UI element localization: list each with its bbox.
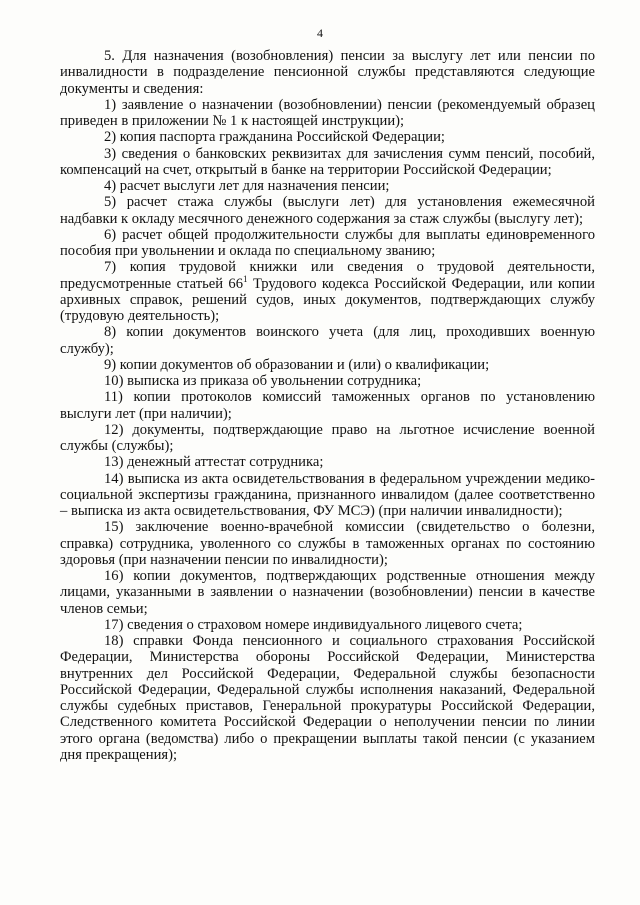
list-item-1: 1) заявление о назначении (возобновлении) пенсии (рекомендуемый образец приведен в приложении № 1 к настоящей инструкции);: [60, 96, 595, 129]
page-number: 4: [317, 26, 323, 40]
list-item-18: 18) справки Фонда пенсионного и социального страхования Российской Федерации, Министерства обороны Российской Федерации, Министерства внутренних дел Российской Федерации, Федеральной службы безопасности Российской Федерации, Федеральной службы исполнения наказаний, Федеральной службы судебных приставов, Генеральной прокуратуры Российской Федерации, Следственного комитета Российской Федерации о неполучении пенсии по линии этого органа (ведомства) либо о прекращении выплаты такой пенсии (с указанием дня прекращения);: [60, 633, 595, 763]
list-item-9: 9) копии документов об образовании и (или) о квалификации;: [104, 356, 490, 373]
list-item-17: 17) сведения о страховом номере индивидуального лицевого счета;: [104, 616, 523, 633]
article-superscript: 1: [243, 273, 248, 284]
list-item-11: 11) копии протоколов комиссий таможенных органов по установлению выслуги лет (при наличии);: [60, 389, 595, 422]
list-item-16: 16) копии документов, подтверждающих родственные отношения между лицами, указанными в заявлении о назначении (возобновлении) пенсии в качестве членов семьи;: [60, 568, 595, 617]
list-item-15: 15) заключение военно-врачебной комиссии (свидетельство о болезни, справка) сотрудника, уволенного со службы в таможенных органах по состоянию здоровья (при назначении пенсии по инвалидности);: [60, 519, 595, 568]
list-item-7-text: 7) копия трудовой книжки или сведения о трудовой деятельности, предусмотренные статьей 66: [60, 259, 595, 292]
document-body: [60, 48, 595, 763]
list-item-10: 10) выписка из приказа об увольнении сотрудника;: [104, 373, 422, 389]
list-item-7-tail: Трудового кодекса Российской Федерации, или копии архивных справок, решений судов, иных документов, подтверждающих службу (трудовую деятельность);: [60, 275, 595, 324]
list-item-14: 14) выписка из акта освидетельствования в федеральном учреждении медико-социальной экспертизы гражданина, признанного инвалидом (далее соответственно – выписка из акта освидетельствования, ФУ МСЭ) (при наличии инвалидности);: [60, 470, 595, 519]
list-item-12: 12) документы, подтверждающие право на льготное исчисление военной службы (службы);: [60, 421, 595, 454]
list-item-3: 3) сведения о банковских реквизитах для зачисления сумм пенсий, пособий, компенсаций на счет, открытый в банке на территории Российской Федерации;: [60, 145, 595, 178]
list-item-8: 8) копии документов воинского учета (для лиц, проходивших военную службу);: [60, 324, 595, 357]
list-item-2: 2) копия паспорта гражданина Российской Федерации;: [104, 129, 445, 146]
list-item-13: 13) денежный аттестат сотрудника;: [104, 454, 324, 471]
paragraph-intro: 5. Для назначения (возобновления) пенсии за выслугу лет или пенсии по инвалидности в подразделение пенсионной службы представляются следующие документы и сведения:: [60, 48, 595, 97]
list-item-6: 6) расчет общей продолжительности службы для выплаты единовременного пособия при увольнении и оклада по специальному званию;: [60, 226, 595, 259]
list-item-5: 5) расчет стажа службы (выслуги лет) для установления ежемесячной надбавки к окладу месячного денежного содержания за стаж службы (выслугу лет);: [60, 194, 595, 227]
list-item-7: [60, 259, 595, 324]
list-item-4: 4) расчет выслуги лет для назначения пенсии;: [104, 178, 390, 194]
